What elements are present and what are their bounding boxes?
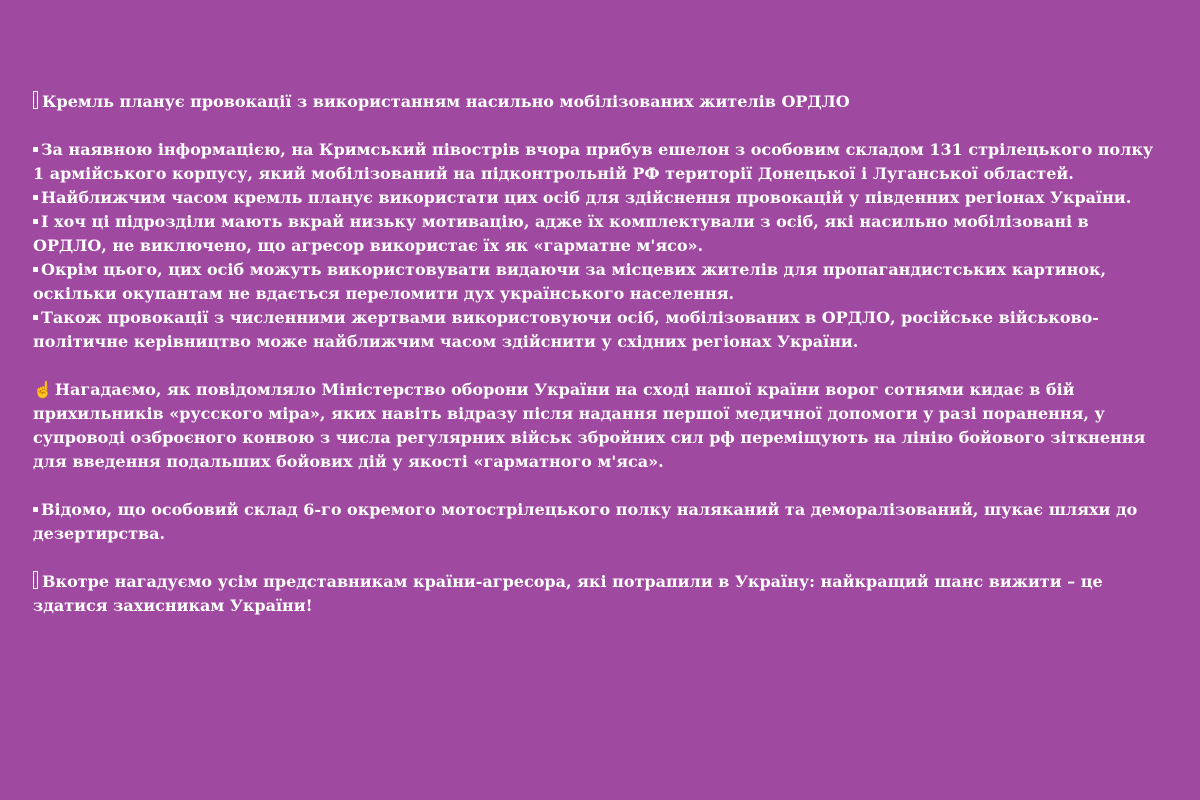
bullet-item-2 (33, 186, 1163, 210)
bullet-item-3 (33, 210, 1163, 258)
headline-text: Кремль планує провокації з використанням насильно мобілізованих жителів ОРДЛО (42, 92, 850, 111)
square-bullet-icon (33, 147, 38, 152)
bullet-text: Найближчим часом кремль планує використати цих осіб для здійснення провокацій у південних регіонах України. (41, 188, 1132, 207)
post-body (33, 90, 1163, 618)
bullet-item-1 (33, 138, 1163, 186)
spacer (33, 474, 1163, 498)
bullet-text: Окрім цього, цих осіб можуть використовувати видаючи за місцевих жителів для пропагандистських картинок, оскільки окупантам не вдається переломити дух українського населення. (33, 260, 1107, 303)
known-paragraph (33, 498, 1163, 546)
square-bullet-icon (33, 219, 38, 224)
closing-paragraph (33, 570, 1163, 618)
bullet-text: І хоч ці підрозділи мають вкрай низьку мотивацію, адже їх комплектували з осіб, які насильно мобілізовані в ОРДЛО, не виключено, що агресор використає їх як «гарматне м'ясо». (33, 212, 1089, 255)
reminder-paragraph (33, 378, 1163, 474)
square-bullet-icon (33, 507, 38, 512)
bullet-item-5 (33, 306, 1163, 354)
missing-glyph-icon (33, 91, 38, 109)
spacer (33, 546, 1163, 570)
bullet-text: Також провокації з численними жертвами використовуючи осіб, мобілізованих в ОРДЛО, російське військово-політичне керівництво може найближчим часом здійснити у східних регіонах України. (33, 308, 1099, 351)
closing-text: Вкотре нагадуємо усім представникам країни-агресора, які потрапили в Україну: найкращий шанс вижити – це здатися захисникам України! (33, 572, 1103, 615)
square-bullet-icon (33, 267, 38, 272)
square-bullet-icon (33, 195, 38, 200)
square-bullet-icon (33, 315, 38, 320)
reminder-text: Нагадаємо, як повідомляло Міністерство оборони України на сході нашої країни ворог сотнями кидає в бій прихильників «русского міра», яких навіть відразу після надання першої медичної допомоги у разі поранення, у супроводі озброєного конвою з числа регулярних військ збройних сил рф переміщують на лінію бойового зіткнення для введення подальших бойових дій у якості «гарматного м'яса». (33, 380, 1146, 471)
spacer (33, 354, 1163, 378)
known-text: Відомо, що особовий склад 6-го окремого мотострілецького полку наляканий та деморалізований, шукає шляхи до дезертирства. (33, 500, 1138, 543)
bullet-text: За наявною інформацією, на Кримський півострів вчора прибув ешелон з особовим складом 131 стрілецького полку 1 армійського корпусу, який мобілізований на підконтрольній РФ території Донецької і Луганської областей. (33, 140, 1154, 183)
spacer (33, 114, 1163, 138)
bullet-item-4 (33, 258, 1163, 306)
pointing-up-hand-icon: ☝ (33, 380, 53, 399)
missing-glyph-icon (33, 571, 38, 589)
headline (33, 90, 1163, 114)
